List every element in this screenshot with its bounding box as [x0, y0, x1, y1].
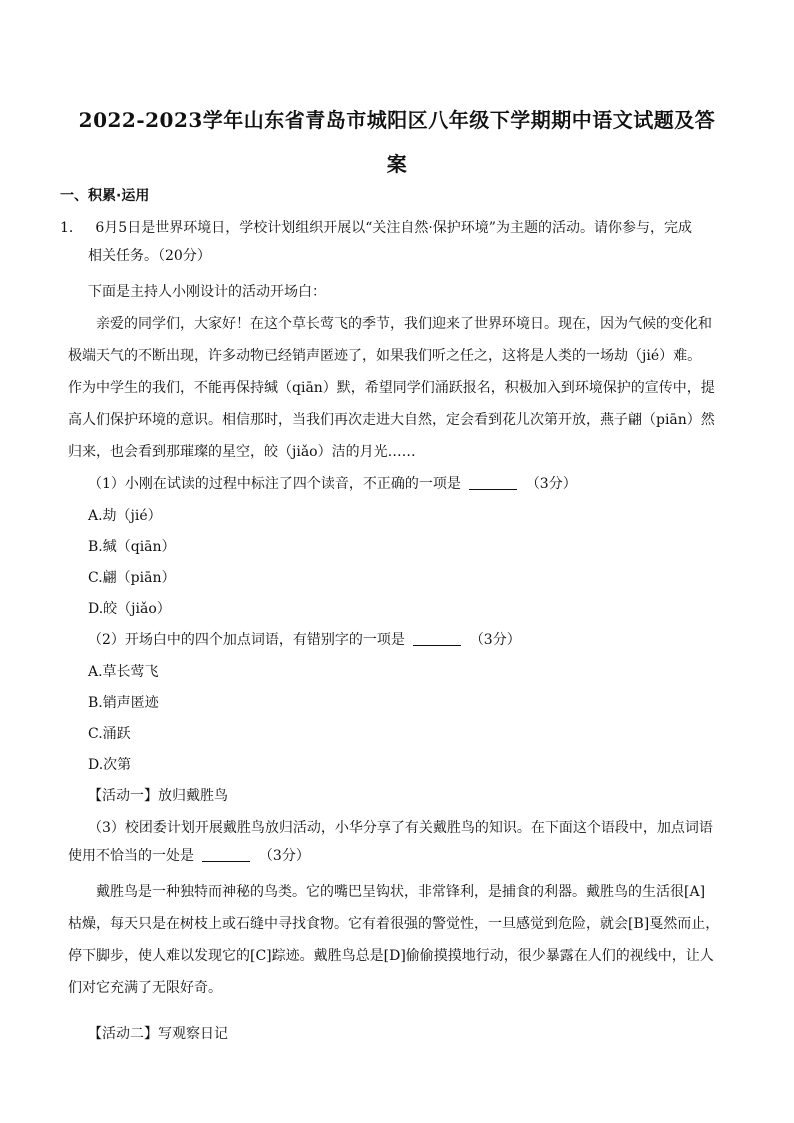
sub-question-2-text: （2）开场白中的四个加点词语，有错别字的一项是	[88, 632, 405, 648]
sub-question-2-score: （3分）	[469, 632, 521, 648]
answer-blank[interactable]	[469, 475, 517, 490]
sub-question-3-score: （3分）	[258, 848, 310, 864]
activity-2-heading: 【活动二】写观察日记	[88, 1026, 228, 1042]
sub-question-1-score: （3分）	[525, 476, 577, 492]
passage-line: 戴胜鸟是一种独特而神秘的鸟类。它的嘴巴呈钩状，非常锋利，是捕食的利器。戴胜鸟的生活很[A]	[96, 884, 706, 900]
passage-line: 作为中学生的我们，不能再保持缄（qiān）默，希望同学们涌跃报名，积极加入到环境保护的宣传中，提	[68, 380, 715, 396]
answer-blank[interactable]	[202, 847, 250, 862]
passage-line: 停下脚步，使人难以发现它的[C]踪迹。戴胜鸟总是[D]偷偷摸摸地行动，很少暴露在人们的视线中，让人	[68, 948, 714, 964]
option-c: C.翩（piān）	[88, 570, 176, 586]
passage-line: 枯燥，每天只是在树枝上或石缝中寻找食物。它有着很强的警觉性，一旦感觉到危险，就会[B]戛然而止，	[68, 916, 720, 932]
sub-question-1-stem	[88, 474, 577, 494]
question-1-prompt	[60, 218, 692, 238]
question-prompt-line-1: 6月5日是世界环境日，学校计划组织开展以“关注自然·保护环境”为主题的活动。请你参与，完成	[95, 220, 692, 236]
passage-line: 极端天气的不断出现，许多动物已经销声匿迹了，如果我们听之任之，这将是人类的一场劫（jié）难。	[68, 348, 702, 364]
option-c: C.涌跃	[88, 726, 131, 742]
question-number: 1．	[60, 220, 83, 236]
option-b: B.缄（qiān）	[88, 539, 176, 555]
title-line-1: 2022-2023学年山东省青岛市城阳区八年级下学期期中语文试题及答	[78, 108, 716, 132]
sub-question-3-text: 使用不恰当的一处是	[68, 848, 194, 864]
question-prompt-line-2: 相关任务。（20分）	[88, 248, 211, 264]
option-b: B.销声匿迹	[88, 695, 159, 711]
option-a: A.劫（jié）	[88, 508, 162, 524]
sub-question-2-stem	[88, 630, 521, 650]
sub-question-1-text: （1）小刚在试读的过程中标注了四个读音，不正确的一项是	[88, 476, 461, 492]
title-line-2: 案	[386, 152, 408, 176]
passage-line: 高人们保护环境的意识。相信那时，当我们再次走进大自然，定会看到花儿次第开放，燕子翩（piān）然	[68, 412, 715, 428]
passage-line: 亲爱的同学们，大家好！在这个草长莺飞的季节，我们迎来了世界环境日。现在，因为气候的变化和	[96, 316, 712, 332]
option-d: D.皎（jiǎo）	[88, 601, 171, 617]
option-a: A.草长莺飞	[88, 664, 159, 680]
passage-line: 们对它充满了无限好奇。	[68, 980, 222, 996]
sub-question-3-stem-line-1: （3）校团委计划开展戴胜鸟放归活动，小华分享了有关戴胜鸟的知识。在下面这个语段中，加点词语	[88, 820, 713, 836]
section-heading: 一、积累·运用	[60, 188, 150, 204]
sub-question-3-stem-line-2	[68, 846, 310, 866]
intro-text: 下面是主持人小刚设计的活动开场白：	[88, 284, 326, 300]
activity-1-heading: 【活动一】放归戴胜鸟	[88, 788, 228, 804]
passage-line: 归来，也会看到那璀璨的星空，皎（jiǎo）洁的月光……	[68, 444, 416, 460]
answer-blank[interactable]	[413, 631, 461, 646]
option-d: D.次第	[88, 757, 132, 773]
document-title	[60, 98, 734, 186]
